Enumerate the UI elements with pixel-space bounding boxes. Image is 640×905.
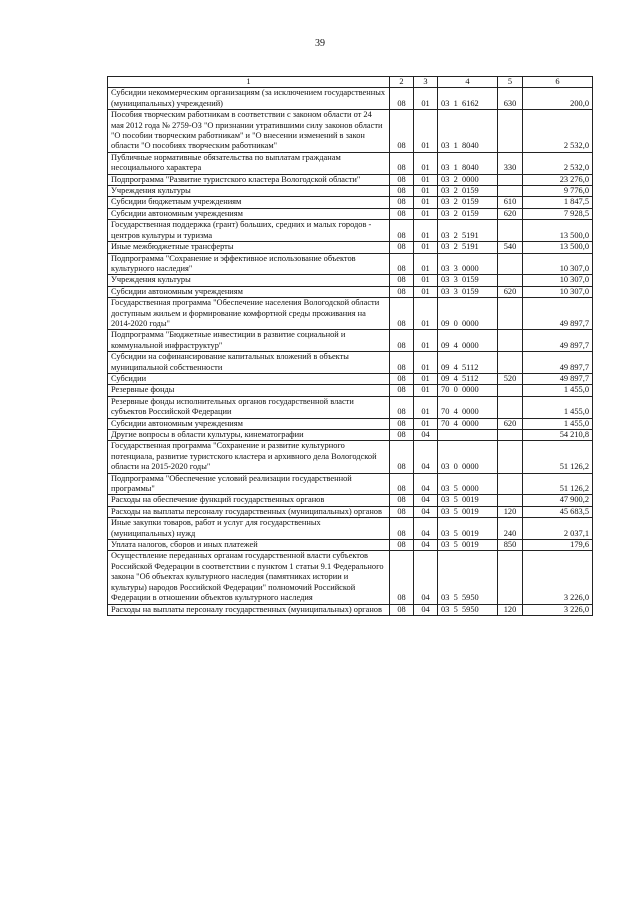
- expense-type-cell: [498, 174, 523, 185]
- amount-cell: 51 126,2: [523, 441, 593, 473]
- amount-cell: 13 500,0: [523, 242, 593, 253]
- subsection-code-cell: 01: [414, 352, 438, 374]
- row-name-cell: Субсидии автономным учреждениям: [108, 208, 390, 219]
- row-name-cell: Иные межбюджетные трансферты: [108, 242, 390, 253]
- row-name-cell: Субсидии некоммерческим организациям (за исключением государственных (муниципальных) учреждений): [108, 88, 390, 110]
- section-code-cell: 08: [390, 396, 414, 418]
- subsection-code-cell: 01: [414, 110, 438, 153]
- amount-cell: 10 307,0: [523, 286, 593, 297]
- expense-type-cell: 630: [498, 88, 523, 110]
- amount-cell: 49 897,7: [523, 373, 593, 384]
- amount-cell: 49 897,7: [523, 352, 593, 374]
- table-header-row: [108, 77, 593, 88]
- row-name-cell: Учреждения культуры: [108, 186, 390, 197]
- section-code-cell: 08: [390, 286, 414, 297]
- row-name-cell: Резервные фонды: [108, 385, 390, 396]
- amount-cell: 9 776,0: [523, 186, 593, 197]
- expense-type-cell: 540: [498, 242, 523, 253]
- table-row: [108, 604, 593, 615]
- table-row: [108, 174, 593, 185]
- target-article-cell: 03 1 8040: [438, 110, 498, 153]
- amount-cell: 45 683,5: [523, 506, 593, 517]
- expense-type-cell: [498, 396, 523, 418]
- table-row: [108, 551, 593, 604]
- section-code-cell: 08: [390, 373, 414, 384]
- subsection-code-cell: 01: [414, 174, 438, 185]
- table-row: [108, 352, 593, 374]
- section-code-cell: 08: [390, 352, 414, 374]
- expense-type-cell: [498, 551, 523, 604]
- expense-type-cell: [498, 385, 523, 396]
- target-article-cell: 03 0 0000: [438, 441, 498, 473]
- subsection-code-cell: 01: [414, 330, 438, 352]
- table-row: [108, 495, 593, 506]
- section-code-cell: 08: [390, 330, 414, 352]
- row-name-cell: Подпрограмма "Обеспечение условий реализации государственной программы": [108, 473, 390, 495]
- budget-table: [107, 76, 593, 616]
- target-article-cell: 70 4 0000: [438, 418, 498, 429]
- amount-cell: 47 900,2: [523, 495, 593, 506]
- section-code-cell: 08: [390, 441, 414, 473]
- target-article-cell: 09 4 5112: [438, 373, 498, 384]
- subsection-code-cell: 04: [414, 551, 438, 604]
- expense-type-cell: [498, 253, 523, 275]
- table-row: [108, 330, 593, 352]
- expense-type-cell: [498, 186, 523, 197]
- header-col-5: 5: [498, 77, 523, 88]
- subsection-code-cell: 01: [414, 373, 438, 384]
- header-col-1: 1: [108, 77, 390, 88]
- amount-cell: 10 307,0: [523, 253, 593, 275]
- table-row: [108, 286, 593, 297]
- section-code-cell: 08: [390, 540, 414, 551]
- subsection-code-cell: 01: [414, 396, 438, 418]
- target-article-cell: 70 0 0000: [438, 385, 498, 396]
- target-article-cell: 03 2 5191: [438, 242, 498, 253]
- section-code-cell: 08: [390, 197, 414, 208]
- target-article-cell: 03 5 0019: [438, 540, 498, 551]
- table-row: [108, 396, 593, 418]
- target-article-cell: 03 2 0159: [438, 186, 498, 197]
- expense-type-cell: 610: [498, 197, 523, 208]
- subsection-code-cell: 01: [414, 253, 438, 275]
- expense-type-cell: 520: [498, 373, 523, 384]
- expense-type-cell: 620: [498, 286, 523, 297]
- table-row: [108, 540, 593, 551]
- expense-type-cell: [498, 495, 523, 506]
- section-code-cell: 08: [390, 506, 414, 517]
- row-name-cell: Государственная программа "Обеспечение населения Вологодской области доступным жильем и формирование комфортной среды проживания на 2014-2020 годы": [108, 298, 390, 330]
- row-name-cell: Субсидии на софинансирование капитальных вложений в объекты муниципальной собственности: [108, 352, 390, 374]
- section-code-cell: 08: [390, 473, 414, 495]
- table-row: [108, 152, 593, 174]
- row-name-cell: Пособия творческим работникам в соответствии с законом области от 24 мая 2012 года № 2759-ОЗ "О признании утратившими силу законов области "О пособии творческим работникам" и "О внесении изменений в закон области "О пособиях творческим работникам": [108, 110, 390, 153]
- section-code-cell: 08: [390, 551, 414, 604]
- table-row: [108, 220, 593, 242]
- expense-type-cell: [498, 473, 523, 495]
- table-row: [108, 418, 593, 429]
- subsection-code-cell: 01: [414, 275, 438, 286]
- table-row: [108, 208, 593, 219]
- target-article-cell: 03 5 0000: [438, 473, 498, 495]
- expense-type-cell: 120: [498, 604, 523, 615]
- target-article-cell: 03 2 5191: [438, 220, 498, 242]
- subsection-code-cell: 04: [414, 506, 438, 517]
- section-code-cell: 08: [390, 604, 414, 615]
- subsection-code-cell: 04: [414, 518, 438, 540]
- expense-type-cell: [498, 441, 523, 473]
- section-code-cell: 08: [390, 110, 414, 153]
- row-name-cell: Публичные нормативные обязательства по выплатам гражданам несоциального характера: [108, 152, 390, 174]
- section-code-cell: 08: [390, 418, 414, 429]
- row-name-cell: Подпрограмма "Бюджетные инвестиции в развитие социальной и коммунальной инфраструктур": [108, 330, 390, 352]
- section-code-cell: 08: [390, 208, 414, 219]
- table-row: [108, 518, 593, 540]
- target-article-cell: 03 2 0159: [438, 208, 498, 219]
- amount-cell: 1 455,0: [523, 396, 593, 418]
- target-article-cell: 03 1 6162: [438, 88, 498, 110]
- amount-cell: 1 455,0: [523, 418, 593, 429]
- subsection-code-cell: 01: [414, 418, 438, 429]
- target-article-cell: [438, 430, 498, 441]
- amount-cell: 2 532,0: [523, 110, 593, 153]
- table-row: [108, 430, 593, 441]
- table-row: [108, 88, 593, 110]
- table-row: [108, 473, 593, 495]
- subsection-code-cell: 04: [414, 441, 438, 473]
- row-name-cell: Подпрограмма "Сохранение и эффективное использование объектов культурного наследия": [108, 253, 390, 275]
- subsection-code-cell: 01: [414, 152, 438, 174]
- subsection-code-cell: 01: [414, 242, 438, 253]
- expense-type-cell: 120: [498, 506, 523, 517]
- target-article-cell: 03 5 0019: [438, 518, 498, 540]
- section-code-cell: 08: [390, 220, 414, 242]
- amount-cell: 49 897,7: [523, 330, 593, 352]
- amount-cell: 200,0: [523, 88, 593, 110]
- amount-cell: 3 226,0: [523, 551, 593, 604]
- expense-type-cell: 330: [498, 152, 523, 174]
- amount-cell: 54 210,8: [523, 430, 593, 441]
- subsection-code-cell: 04: [414, 430, 438, 441]
- amount-cell: 23 276,0: [523, 174, 593, 185]
- target-article-cell: 03 5 0019: [438, 506, 498, 517]
- subsection-code-cell: 01: [414, 88, 438, 110]
- target-article-cell: 03 2 0000: [438, 174, 498, 185]
- section-code-cell: 08: [390, 495, 414, 506]
- table-row: [108, 506, 593, 517]
- row-name-cell: Резервные фонды исполнительных органов государственной власти субъектов Российской Федерации: [108, 396, 390, 418]
- row-name-cell: Расходы на выплаты персоналу государственных (муниципальных) органов: [108, 604, 390, 615]
- row-name-cell: Другие вопросы в области культуры, кинематографии: [108, 430, 390, 441]
- target-article-cell: 70 4 0000: [438, 396, 498, 418]
- section-code-cell: 08: [390, 152, 414, 174]
- row-name-cell: Субсидии: [108, 373, 390, 384]
- target-article-cell: 03 3 0159: [438, 275, 498, 286]
- table-row: [108, 186, 593, 197]
- amount-cell: 2 532,0: [523, 152, 593, 174]
- expense-type-cell: [498, 298, 523, 330]
- header-col-2: 2: [390, 77, 414, 88]
- table-row: [108, 385, 593, 396]
- expense-type-cell: [498, 330, 523, 352]
- amount-cell: 13 500,0: [523, 220, 593, 242]
- expense-type-cell: 240: [498, 518, 523, 540]
- subsection-code-cell: 04: [414, 473, 438, 495]
- target-article-cell: 03 3 0159: [438, 286, 498, 297]
- header-col-6: 6: [523, 77, 593, 88]
- section-code-cell: 08: [390, 430, 414, 441]
- row-name-cell: Расходы на обеспечение функций государственных органов: [108, 495, 390, 506]
- subsection-code-cell: 01: [414, 208, 438, 219]
- table-row: [108, 197, 593, 208]
- table-row: [108, 298, 593, 330]
- amount-cell: 7 928,5: [523, 208, 593, 219]
- section-code-cell: 08: [390, 88, 414, 110]
- expense-type-cell: [498, 352, 523, 374]
- amount-cell: 51 126,2: [523, 473, 593, 495]
- subsection-code-cell: 01: [414, 197, 438, 208]
- table-row: [108, 110, 593, 153]
- table-row: [108, 373, 593, 384]
- expense-type-cell: 850: [498, 540, 523, 551]
- target-article-cell: 03 5 5950: [438, 604, 498, 615]
- row-name-cell: Государственная поддержка (грант) больших, средних и малых городов - центров культуры и туризма: [108, 220, 390, 242]
- section-code-cell: 08: [390, 275, 414, 286]
- table-row: [108, 242, 593, 253]
- amount-cell: 179,6: [523, 540, 593, 551]
- table-row: [108, 253, 593, 275]
- subsection-code-cell: 04: [414, 540, 438, 551]
- row-name-cell: Уплата налогов, сборов и иных платежей: [108, 540, 390, 551]
- row-name-cell: Субсидии автономным учреждениям: [108, 286, 390, 297]
- row-name-cell: Субсидии автономным учреждениям: [108, 418, 390, 429]
- page-number: 39: [315, 38, 325, 49]
- target-article-cell: 09 0 0000: [438, 298, 498, 330]
- header-col-3: 3: [414, 77, 438, 88]
- table-body: [108, 88, 593, 616]
- amount-cell: 10 307,0: [523, 275, 593, 286]
- expense-type-cell: [498, 275, 523, 286]
- table-row: [108, 275, 593, 286]
- subsection-code-cell: 01: [414, 286, 438, 297]
- section-code-cell: 08: [390, 518, 414, 540]
- target-article-cell: 09 4 0000: [438, 330, 498, 352]
- expense-type-cell: 620: [498, 418, 523, 429]
- subsection-code-cell: 01: [414, 385, 438, 396]
- row-name-cell: Расходы на выплаты персоналу государственных (муниципальных) органов: [108, 506, 390, 517]
- expense-type-cell: [498, 220, 523, 242]
- target-article-cell: 03 1 8040: [438, 152, 498, 174]
- expense-type-cell: [498, 430, 523, 441]
- subsection-code-cell: 01: [414, 298, 438, 330]
- target-article-cell: 03 5 0019: [438, 495, 498, 506]
- section-code-cell: 08: [390, 186, 414, 197]
- subsection-code-cell: 04: [414, 604, 438, 615]
- row-name-cell: Подпрограмма "Развитие туристского кластера Вологодской области": [108, 174, 390, 185]
- section-code-cell: 08: [390, 253, 414, 275]
- section-code-cell: 08: [390, 174, 414, 185]
- expense-type-cell: [498, 110, 523, 153]
- section-code-cell: 08: [390, 242, 414, 253]
- subsection-code-cell: 01: [414, 220, 438, 242]
- amount-cell: 3 226,0: [523, 604, 593, 615]
- target-article-cell: 03 2 0159: [438, 197, 498, 208]
- row-name-cell: Иные закупки товаров, работ и услуг для государственных (муниципальных) нужд: [108, 518, 390, 540]
- subsection-code-cell: 01: [414, 186, 438, 197]
- target-article-cell: 03 5 5950: [438, 551, 498, 604]
- row-name-cell: Учреждения культуры: [108, 275, 390, 286]
- subsection-code-cell: 04: [414, 495, 438, 506]
- row-name-cell: Государственная программа "Сохранение и развитие культурного потенциала, развитие туристского кластера и архивного дела Вологодской области на 2015-2020 годы": [108, 441, 390, 473]
- amount-cell: 49 897,7: [523, 298, 593, 330]
- amount-cell: 1 455,0: [523, 385, 593, 396]
- row-name-cell: Субсидии бюджетным учреждениям: [108, 197, 390, 208]
- amount-cell: 2 037,1: [523, 518, 593, 540]
- section-code-cell: 08: [390, 298, 414, 330]
- table-row: [108, 441, 593, 473]
- target-article-cell: 03 3 0000: [438, 253, 498, 275]
- section-code-cell: 08: [390, 385, 414, 396]
- target-article-cell: 09 4 5112: [438, 352, 498, 374]
- expense-type-cell: 620: [498, 208, 523, 219]
- header-col-4: 4: [438, 77, 498, 88]
- amount-cell: 1 847,5: [523, 197, 593, 208]
- row-name-cell: Осуществление переданных органам государственной власти субъектов Российской Федерации в соответствии с пунктом 1 статьи 9.1 Федерального закона "Об объектах культурного наследия (памятниках истории и культуры) народов Российской Федерации" полномочий Российской Федерации в отношении объектов культурного наследия: [108, 551, 390, 604]
